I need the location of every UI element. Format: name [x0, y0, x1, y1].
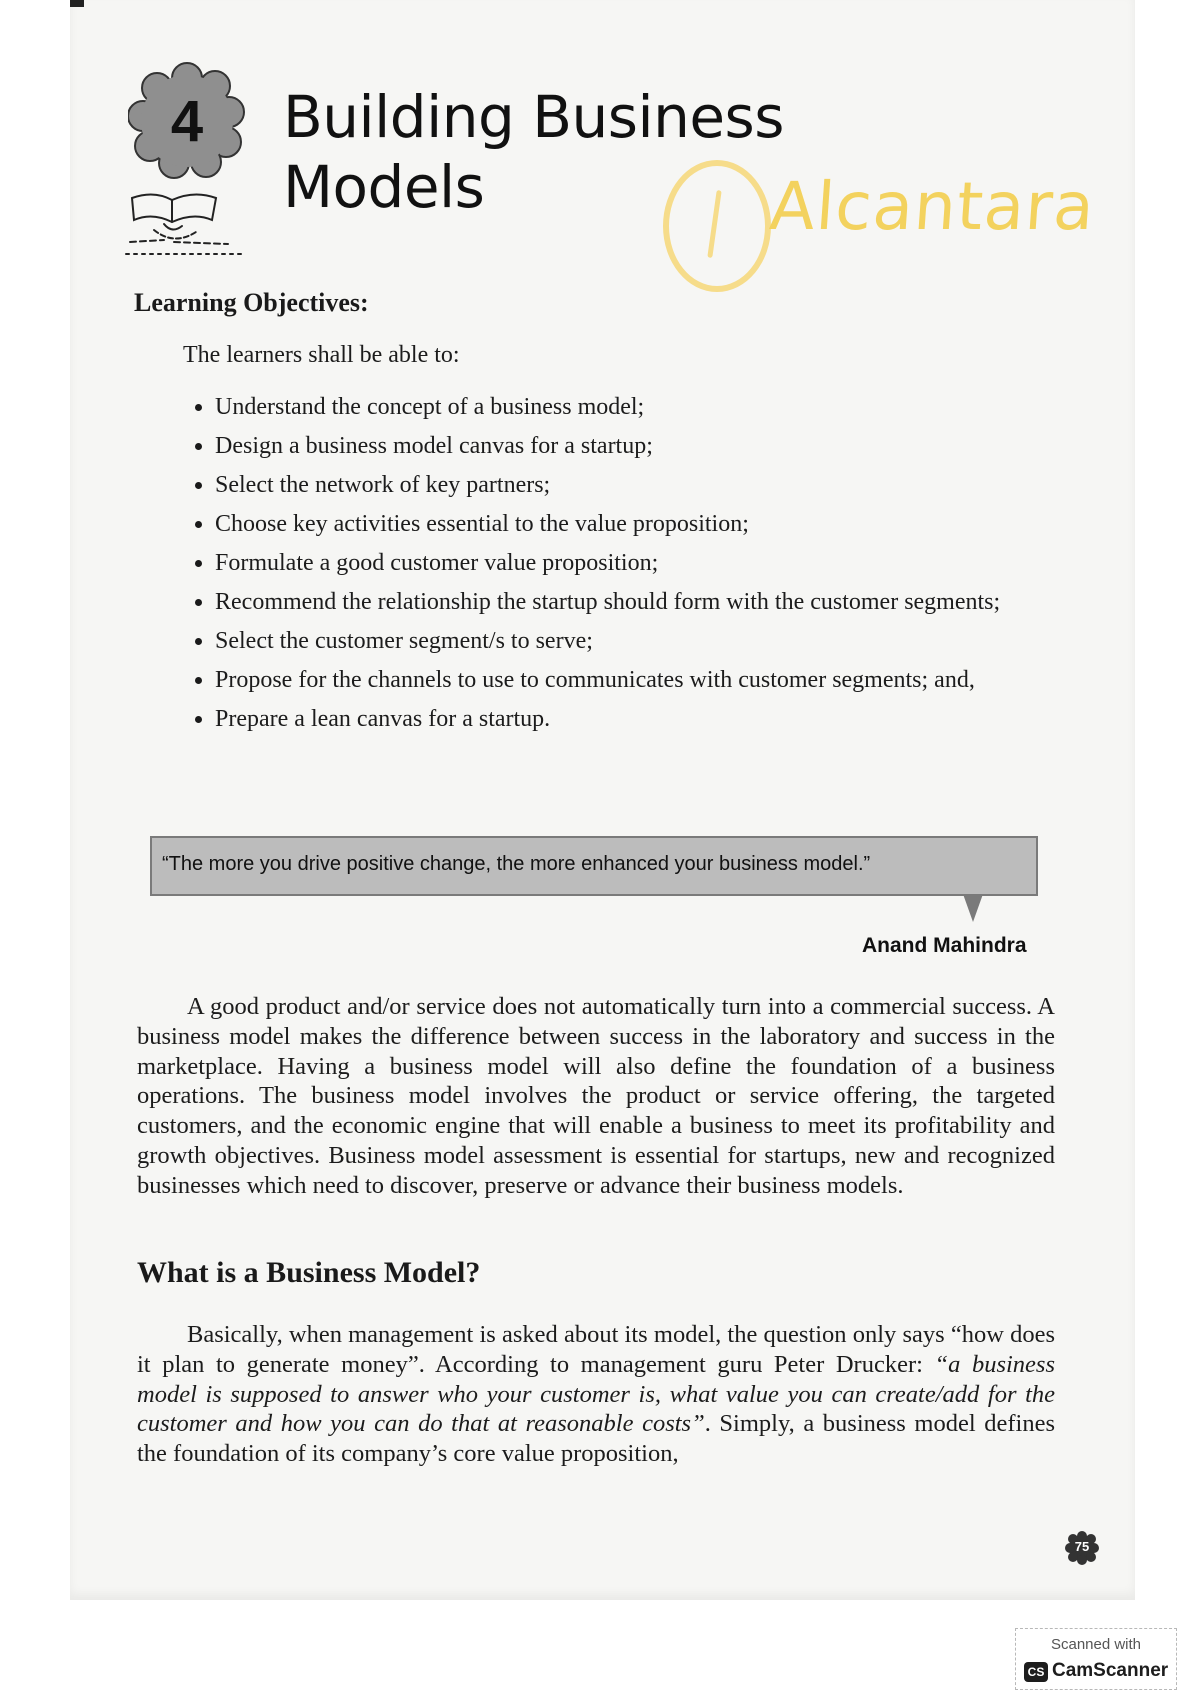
objective-item: Understand the concept of a business model;	[195, 392, 1050, 422]
objective-item: Recommend the relationship the startup should form with the customer segments;	[195, 587, 1050, 617]
section-heading-business-model: What is a Business Model?	[137, 1256, 481, 1289]
camscanner-logo-icon: CS	[1024, 1662, 1048, 1682]
objective-item: Prepare a lean canvas for a startup.	[195, 704, 1050, 734]
objective-item: Select the network of key partners;	[195, 470, 1050, 500]
quote-author: Anand Mahindra	[862, 934, 1027, 957]
chapter-number: 4	[170, 89, 204, 154]
chapter-badge	[128, 62, 246, 180]
intro-paragraph: A good product and/or service does not automatically turn into a commercial success. A business model makes the difference between success in the laboratory and success in the marketplace. Having a business model will also define the foundation of a business operations. The business model involves the product or service offering, the targeted customers, and the economic engine that will enable a business to meet its profitability and growth objectives. Business model assessment is essential for startups, new and recognized businesses which need to discover, preserve or advance their business models.	[137, 993, 1055, 1199]
page-number: 75	[1074, 1539, 1090, 1554]
camscanner-watermark	[1015, 1628, 1177, 1690]
quote-speech-tail	[963, 894, 983, 922]
reader-figure-icon	[124, 190, 254, 260]
signature-circle	[663, 160, 771, 292]
quote-box	[150, 836, 1038, 896]
objective-item: Design a business model canvas for a startup;	[195, 431, 1050, 461]
scanner-caption: Scanned with	[1050, 1636, 1142, 1653]
learning-objectives-intro: The learners shall be able to:	[183, 342, 460, 368]
scan-corner-mark	[70, 0, 84, 7]
quote-text: “The more you drive positive change, the more enhanced your business model.”	[162, 853, 871, 875]
handwritten-signature	[655, 158, 1125, 308]
chapter-title-line2: Models	[283, 153, 485, 221]
drucker-quote: “a business model is supposed to answer who your customer is, what value you can create/add for the customer and how you can do that at reasonable costs”	[137, 1350, 1055, 1438]
page-number-badge	[1064, 1530, 1100, 1566]
signature-text: Alcantara	[767, 168, 1098, 245]
learning-objectives-heading: Learning Objectives:	[134, 288, 369, 317]
objective-item: Select the customer segment/s to serve;	[195, 626, 1050, 656]
definition-paragraph	[137, 1320, 1055, 1469]
paragraph-text-end: . Simply, a business model defines the foundation of its company’s core value proposition,	[137, 1410, 1055, 1468]
objective-item: Propose for the channels to use to communicates with customer segments; and,	[195, 665, 1050, 695]
scanner-name: CamScanner	[1052, 1660, 1169, 1681]
chapter-title-line1: Building Business	[283, 83, 784, 151]
paragraph-text-start: Basically, when management is asked about its model, the question only says “how does it plan to generate money”. According to management guru Peter Drucker:	[137, 1321, 1055, 1378]
learning-objectives-list	[195, 392, 1050, 743]
objective-item: Choose key activities essential to the value proposition;	[195, 509, 1050, 539]
objective-item: Formulate a good customer value proposition;	[195, 548, 1050, 578]
